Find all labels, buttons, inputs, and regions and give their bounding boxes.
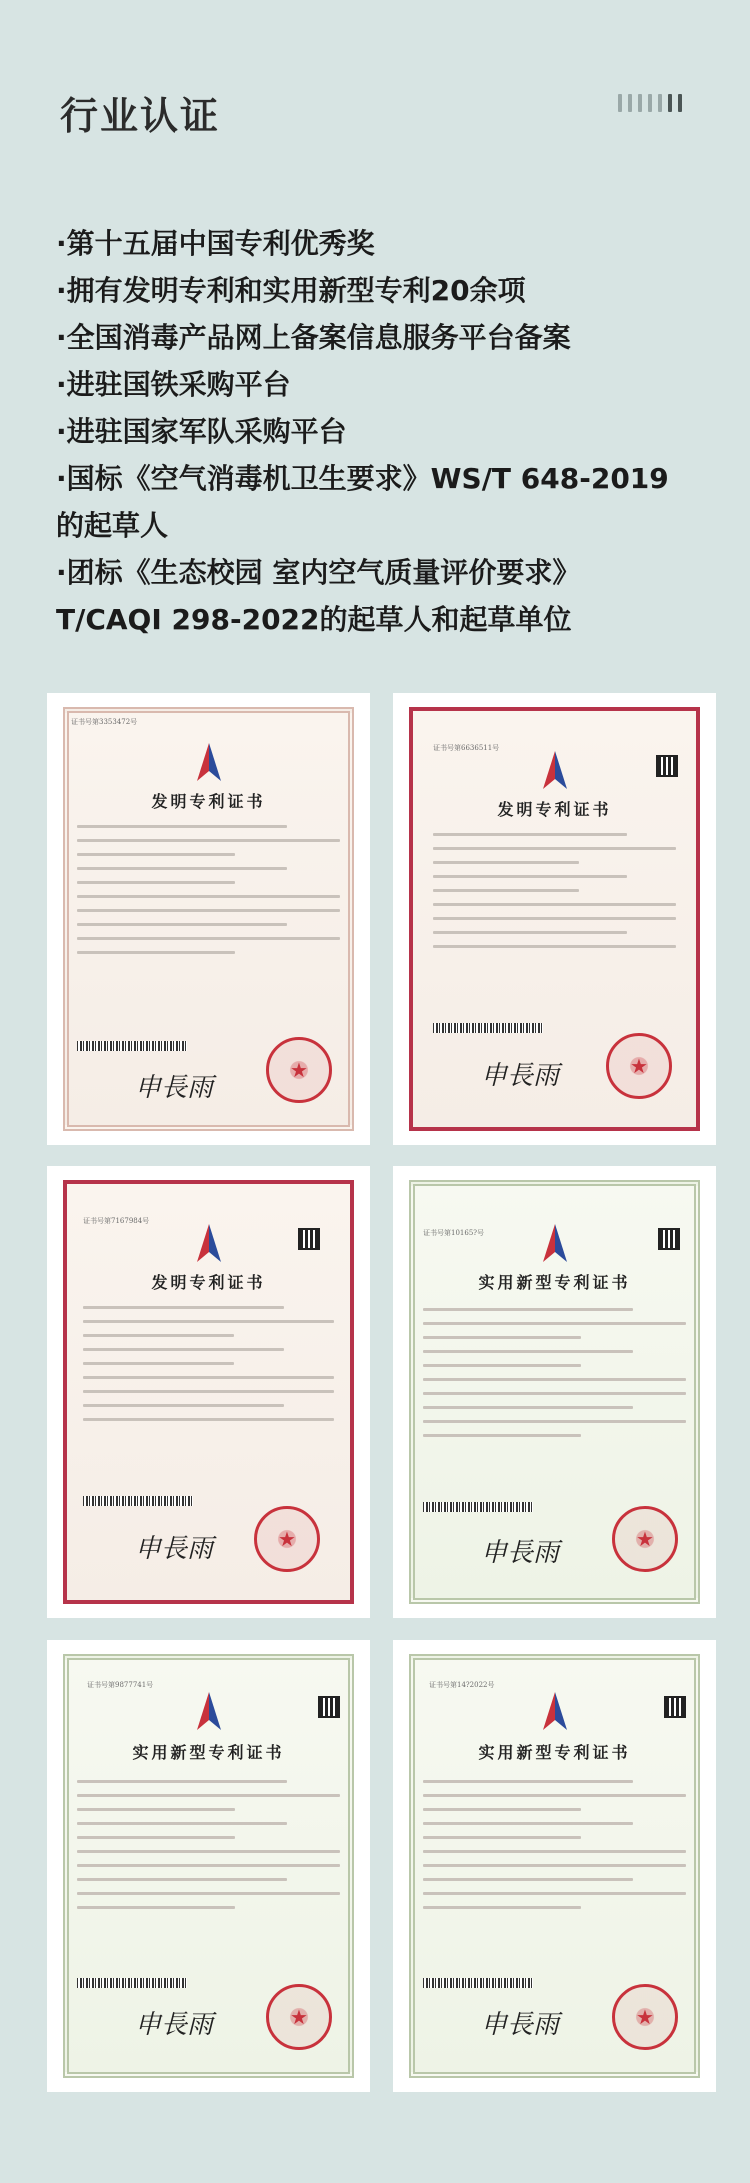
certificate-number: 证书号第9877741号 [87, 1681, 154, 1689]
certificate-image [393, 1640, 716, 2092]
certificate-number: 证书号第7167984号 [83, 1217, 150, 1225]
feature-item: T/CAQI 298-2022的起草人和起草单位 [56, 603, 572, 636]
signature: 申長雨 [481, 1061, 560, 1091]
patent-logo-icon [189, 1222, 229, 1266]
official-seal [254, 1506, 320, 1572]
official-seal [606, 1033, 672, 1099]
official-seal [266, 1984, 332, 2050]
signature: 申長雨 [481, 1538, 560, 1568]
title-ornament [618, 94, 682, 112]
certificate-number: 证书号第10165?号 [423, 1229, 485, 1237]
feature-item: ·第十五届中国专利优秀奖 [56, 227, 375, 260]
patent-logo-icon [535, 749, 575, 793]
certificate-title: 发明专利证书 [497, 800, 612, 819]
certificate-image [47, 1640, 370, 2092]
official-seal [266, 1037, 332, 1103]
certificate-number: 证书号第6636511号 [433, 744, 500, 752]
certificate-image [393, 693, 716, 1145]
signature: 申長雨 [135, 1534, 214, 1564]
certificate-image [47, 1166, 370, 1618]
barcode [77, 1978, 187, 1988]
signature: 申長雨 [135, 1073, 214, 1103]
qr-code [318, 1696, 340, 1718]
signature: 申長雨 [481, 2010, 560, 2040]
qr-code [658, 1228, 680, 1250]
feature-item: ·进驻国铁采购平台 [56, 368, 291, 401]
certificate-number: 证书号第3353472号 [71, 718, 138, 726]
patent-logo-icon [535, 1222, 575, 1266]
barcode [423, 1502, 533, 1512]
feature-item: ·拥有发明专利和实用新型专利20余项 [56, 274, 526, 307]
feature-item: ·国标《空气消毒机卫生要求》WS/T 648-2019 [56, 462, 669, 495]
feature-item: ·全国消毒产品网上备案信息服务平台备案 [56, 321, 571, 354]
official-seal [612, 1984, 678, 2050]
feature-list [56, 220, 716, 643]
barcode [77, 1041, 187, 1051]
barcode [83, 1496, 193, 1506]
patent-logo-icon [189, 741, 229, 785]
certificate-image [47, 693, 370, 1145]
feature-item: 的起草人 [56, 509, 169, 542]
certificate-title: 发明专利证书 [151, 1273, 266, 1292]
barcode [423, 1978, 533, 1988]
barcode [433, 1023, 543, 1033]
qr-code [664, 1696, 686, 1718]
patent-logo-icon [189, 1690, 229, 1734]
certificate-image [393, 1166, 716, 1618]
certificate-title: 发明专利证书 [151, 792, 266, 811]
qr-code [298, 1228, 320, 1250]
patent-logo-icon [535, 1690, 575, 1734]
section-title: 行业认证 [60, 94, 221, 138]
certificate-number: 证书号第14?2022号 [429, 1681, 495, 1689]
signature: 申長雨 [135, 2010, 214, 2040]
certificate-title: 实用新型专利证书 [132, 1743, 285, 1762]
official-seal [612, 1506, 678, 1572]
qr-code [656, 755, 678, 777]
feature-item: ·进驻国家军队采购平台 [56, 415, 347, 448]
certificate-title: 实用新型专利证书 [478, 1273, 631, 1292]
certificate-title: 实用新型专利证书 [478, 1743, 631, 1762]
feature-item: ·团标《生态校园 室内空气质量评价要求》 [56, 556, 581, 589]
